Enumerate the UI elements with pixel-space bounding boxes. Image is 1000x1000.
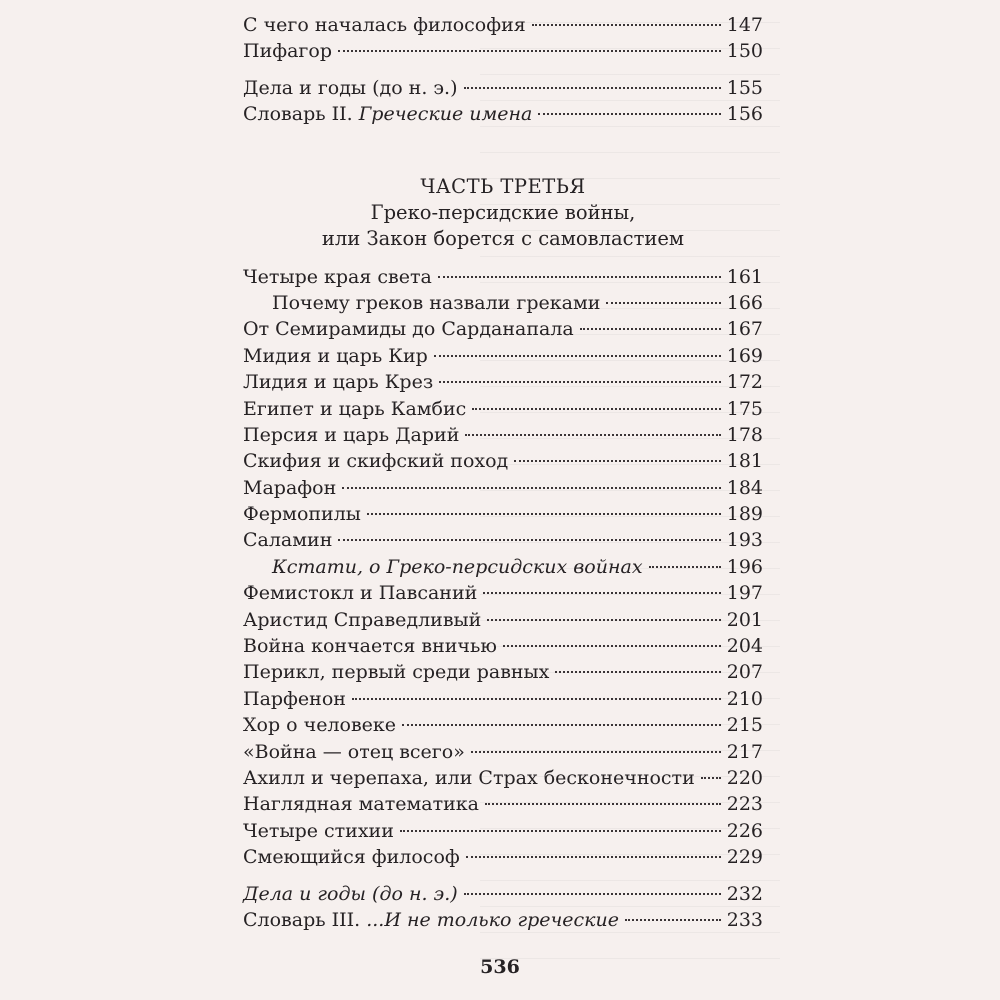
toc-entry-title: Хор о человеке: [243, 714, 397, 737]
toc-entry-page: 172: [726, 371, 763, 394]
toc-entry-title: С чего началась философия: [243, 14, 526, 36]
dot-leader: [701, 777, 721, 779]
dot-leader: [465, 434, 720, 436]
toc-entry: [243, 686, 763, 712]
toc-entry: [243, 12, 763, 38]
toc-entry-page: 220: [726, 766, 763, 789]
toc-entry: [243, 881, 763, 907]
dot-leader: [625, 919, 721, 921]
toc-entry-page: 193: [726, 529, 763, 552]
dot-leader: [503, 645, 721, 647]
toc-entry-title: Фемистокл и Павсаний: [243, 582, 478, 605]
toc-entry: [243, 316, 763, 342]
toc-entry: [243, 422, 763, 448]
toc-entry: [243, 580, 763, 606]
toc-entry-page: 217: [726, 740, 763, 763]
toc-entry: [243, 907, 763, 933]
toc-entry-title: Скифия и скифский поход: [243, 450, 509, 473]
toc-entry-page: 233: [726, 908, 763, 931]
toc-entry-title: Наглядная математика: [243, 793, 479, 816]
toc-entry-title: Фермопилы: [243, 503, 361, 526]
dot-leader: [483, 592, 720, 594]
toc-entry-page: 196: [726, 555, 763, 578]
toc-entry: [243, 396, 763, 422]
toc-entry-page: 201: [726, 608, 763, 631]
toc-entry-page: 166: [726, 291, 763, 314]
toc-entry: [243, 712, 763, 738]
toc-entry-page: 210: [726, 687, 763, 710]
dot-leader: [532, 24, 721, 26]
toc-entry-page: 169: [726, 344, 763, 367]
dot-leader: [487, 619, 720, 621]
dot-leader: [438, 276, 721, 278]
toc-entry-page: 175: [726, 397, 763, 420]
toc-entry-title: От Семирамиды до Сарданапала: [243, 318, 574, 341]
toc-entry-page: 167: [726, 318, 763, 341]
dot-leader: [466, 856, 721, 858]
spacer: [243, 871, 763, 881]
title-prefix: Словарь II.: [243, 103, 359, 126]
part-subtitle-line-1: Греко-персидские войны,: [370, 200, 636, 224]
dot-leader: [434, 355, 721, 357]
dot-leader: [439, 381, 721, 383]
dot-leader: [464, 893, 721, 895]
toc-entry-title: Лидия и царь Крез: [243, 371, 434, 394]
toc-entry-title: Дела и годы (до н. э.): [243, 882, 458, 905]
title-italic: ...И не только греческие: [366, 908, 620, 931]
dot-leader: [338, 539, 720, 541]
toc-entry-title: Пифагор: [243, 40, 332, 63]
dot-leader: [464, 87, 721, 89]
toc-entry: [243, 554, 763, 580]
toc-entry: [243, 527, 763, 553]
dot-leader: [338, 50, 721, 52]
toc-entry-title: Саламин: [243, 529, 333, 552]
dot-leader: [367, 513, 721, 515]
table-of-contents: [243, 12, 763, 933]
toc-entry: [243, 765, 763, 791]
toc-entry: [243, 818, 763, 844]
part-heading-block: [243, 174, 763, 252]
toc-entries-list: [243, 264, 763, 871]
dot-leader: [580, 328, 721, 330]
dot-leader: [472, 408, 720, 410]
spacer: [243, 65, 763, 75]
toc-entry: [243, 659, 763, 685]
toc-entry-page: 181: [726, 450, 763, 473]
toc-entry: [243, 448, 763, 474]
title-italic: Греческие имена: [358, 103, 533, 126]
toc-entry-title: «Война — отец всего»: [243, 740, 465, 763]
dot-leader: [352, 698, 721, 700]
toc-entry-title: Почему греков назвали греками: [272, 291, 601, 314]
dot-leader: [555, 671, 720, 673]
toc-entry: [243, 607, 763, 633]
toc-entry-page: 226: [726, 819, 763, 842]
part-subtitle-line-2: или Закон борется с самовластием: [321, 226, 685, 250]
toc-entry: [243, 739, 763, 765]
toc-entry: [243, 38, 763, 64]
toc-entry-page: 215: [726, 714, 763, 737]
toc-entry-title: Аристид Справедливый: [243, 608, 482, 631]
toc-entry-page: 147: [726, 14, 763, 36]
dot-leader: [485, 803, 721, 805]
toc-entry-page: 178: [726, 423, 763, 446]
toc-entry-page: 229: [726, 846, 763, 869]
toc-entry-title: Дела и годы (до н. э.): [243, 76, 458, 99]
title-prefix: Словарь III.: [243, 908, 367, 931]
toc-entry-title: Ахилл и черепаха, или Страх бесконечности: [243, 766, 695, 789]
toc-entry-title: [243, 101, 532, 127]
toc-entry: [243, 633, 763, 659]
toc-entry-title: Персия и царь Дарий: [243, 423, 460, 446]
toc-entry-title: Марафон: [243, 476, 337, 499]
dot-leader: [402, 724, 721, 726]
toc-entry-page: 223: [726, 793, 763, 816]
toc-entry-title: [243, 907, 619, 933]
toc-entry-page: 184: [726, 476, 763, 499]
toc-entry: [243, 369, 763, 395]
toc-entry: [243, 75, 763, 101]
toc-entry-title: Война кончается вничью: [243, 635, 497, 658]
dot-leader: [471, 751, 721, 753]
spacer: [243, 252, 763, 264]
dot-leader: [538, 113, 720, 115]
toc-entry: [243, 343, 763, 369]
toc-entry-page: 207: [726, 661, 763, 684]
toc-entry-page: 204: [726, 635, 763, 658]
toc-entry-title: Мидия и царь Кир: [243, 344, 428, 367]
dot-leader: [342, 487, 720, 489]
toc-entry: [243, 290, 763, 316]
toc-entry-page: 197: [726, 582, 763, 605]
toc-entry-page: 150: [726, 40, 763, 63]
toc-entry-title: Кстати, о Греко-персидских войнах: [272, 555, 643, 578]
toc-entry: [243, 101, 763, 127]
toc-entry-title: Парфенон: [243, 687, 346, 710]
toc-entry-page: 189: [726, 503, 763, 526]
dot-leader: [649, 566, 721, 568]
toc-entry: [243, 501, 763, 527]
toc-entry-page: 232: [726, 882, 763, 905]
dot-leader: [514, 460, 721, 462]
dot-leader: [400, 830, 721, 832]
toc-entry-title: Египет и царь Камбис: [243, 397, 467, 420]
toc-entry-title: Смеющийся философ: [243, 846, 460, 869]
toc-entry-title: Четыре стихии: [243, 819, 394, 842]
toc-entry-page: 155: [726, 76, 763, 99]
toc-entry-page: 156: [726, 103, 763, 126]
toc-entry: [243, 791, 763, 817]
dot-leader: [606, 302, 720, 304]
toc-entry-page: 161: [726, 265, 763, 288]
toc-entry-title: Перикл, первый среди равных: [243, 661, 550, 684]
part-heading: ЧАСТЬ ТРЕТЬЯ: [420, 174, 586, 198]
page-number: 536: [480, 956, 520, 978]
toc-entry: [243, 844, 763, 870]
toc-entry: [243, 264, 763, 290]
toc-entry: [243, 475, 763, 501]
toc-entry-title: Четыре края света: [243, 265, 432, 288]
